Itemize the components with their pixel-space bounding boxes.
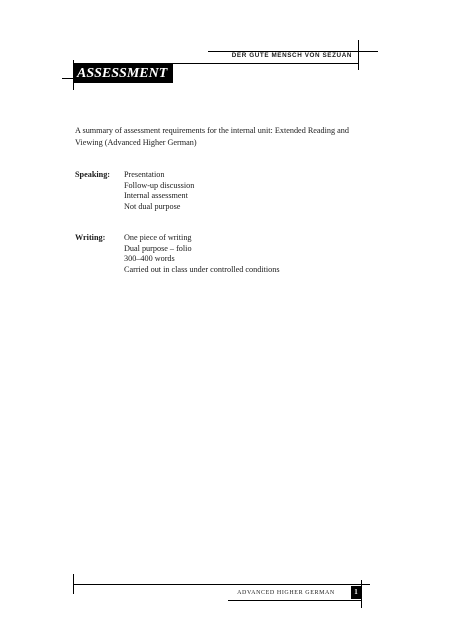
writing-label: Writing:: [75, 233, 106, 242]
list-item: Follow-up discussion: [124, 180, 195, 190]
speaking-label: Speaking:: [75, 170, 111, 179]
footer-bottom-rule: [228, 600, 362, 601]
page-title: ASSESSMENT: [73, 64, 173, 83]
footer-right-crop-mark: [361, 580, 362, 608]
footer-top-rule: [73, 584, 370, 585]
list-item: Internal assessment: [124, 191, 188, 200]
intro-paragraph: A summary of assessment requirements for the internal unit: Extended Reading and Viewing (Advanced Higher German): [75, 126, 349, 147]
speaking-items: [124, 170, 194, 212]
writing-items: [124, 233, 280, 275]
page-number: 1: [351, 586, 361, 599]
title-left-tick: [62, 78, 73, 79]
list-item: One piece of writing: [124, 233, 192, 242]
running-title: DER GUTE MENSCH VON SEZUAN: [231, 52, 352, 59]
list-item: Not dual purpose: [124, 201, 181, 211]
footer-left-crop-mark: [73, 574, 74, 594]
list-item: Carried out in class under controlled conditions: [124, 264, 280, 274]
list-item: Presentation: [124, 170, 165, 179]
list-item: 300–400 words: [124, 254, 175, 263]
footer-course-title: ADVANCED HIGHER GERMAN: [237, 590, 335, 596]
header-right-crop-mark: [358, 40, 359, 70]
list-item: Dual purpose – folio: [124, 243, 192, 253]
